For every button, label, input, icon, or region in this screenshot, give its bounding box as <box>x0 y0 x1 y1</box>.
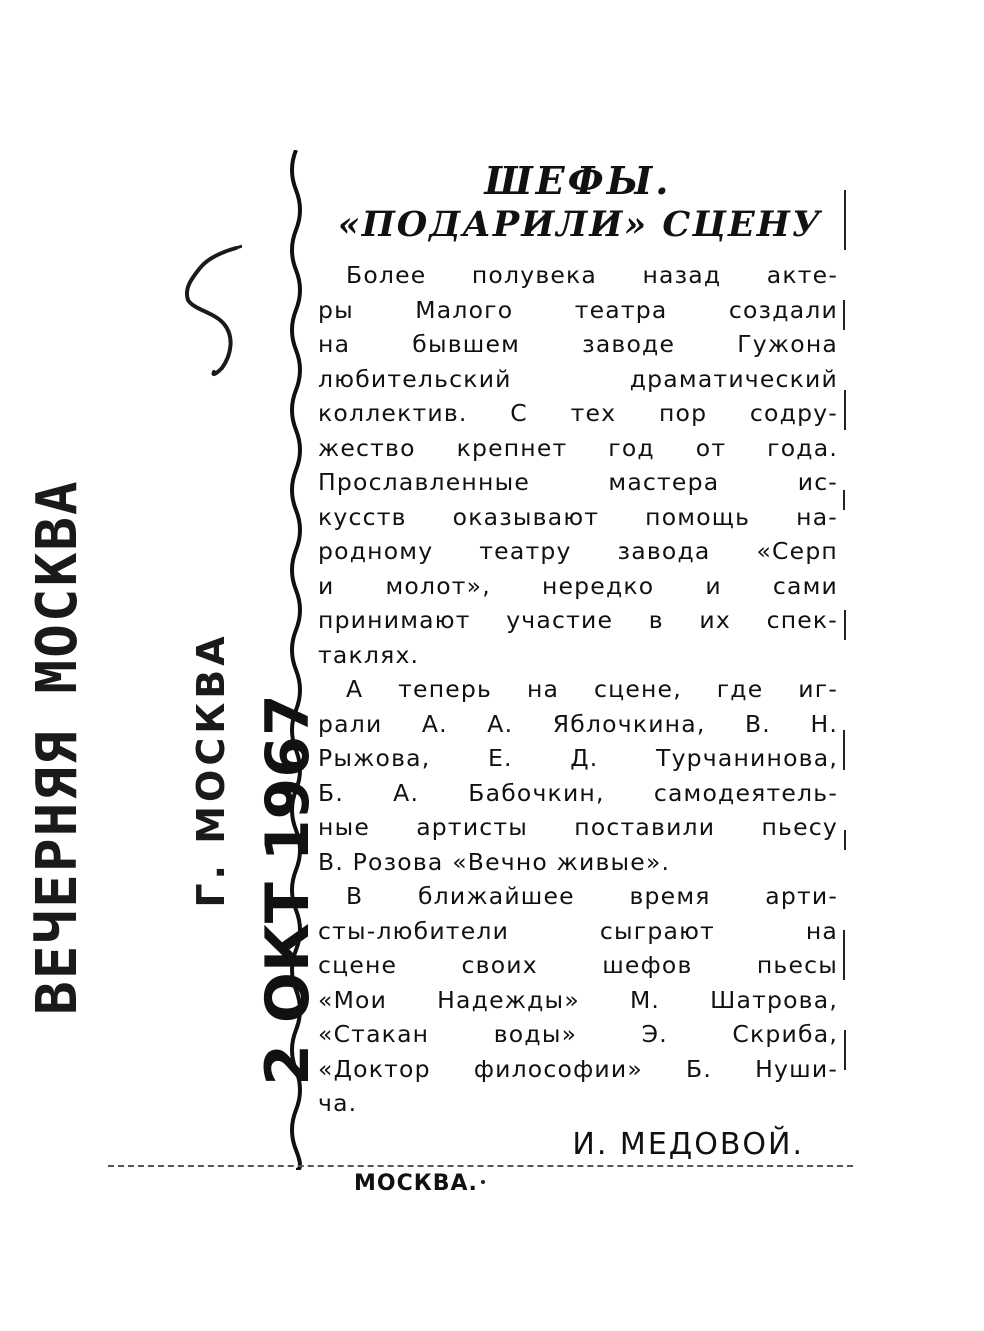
handwritten-five-icon <box>178 240 242 380</box>
dateline: МОСКВА. <box>354 1170 478 1196</box>
text-line: на бывшем заводе Гужона <box>318 330 838 358</box>
paragraph-3 <box>318 879 838 1121</box>
date-stamp: 2 ОКТ 1967 <box>253 694 323 1086</box>
text-line: ры Малого театра создали <box>318 295 838 324</box>
text-line: кусств оказывают помощь на- <box>318 502 838 531</box>
text-line: коллектив. С тех пор содру- <box>318 399 838 427</box>
clipping-left-edge <box>284 150 308 1170</box>
city-stamp: Г. МОСКВА <box>189 632 233 908</box>
headline <box>318 160 838 248</box>
article-body <box>318 258 838 1121</box>
text-line: В. Розова «Вечно живые». <box>318 847 671 876</box>
text-line: таклях. <box>318 640 420 669</box>
text-line: сты-любители сыграют на <box>318 916 838 945</box>
text-line: родному театру завода «Серп <box>318 537 838 565</box>
text-line: любительский драматический <box>318 364 838 393</box>
paragraph-1 <box>318 258 838 672</box>
clipping-right-edge <box>838 190 852 1090</box>
text-line: Прославленные мастера ис- <box>318 468 838 496</box>
text-line: и молот», нередко и сами <box>318 571 838 600</box>
text-line: сцене своих шефов пьесы <box>318 951 838 979</box>
newspaper-stamp: ВЕЧЕРНЯЯ МОСКВА <box>25 479 90 1015</box>
text-line: принимают участие в их спек- <box>318 606 838 634</box>
text-line: Б. А. Бабочкин, самодеятель- <box>318 778 838 807</box>
text-line: Более полувека назад акте- <box>346 261 838 289</box>
author-signature: И. МЕДОВОЙ. <box>572 1126 804 1162</box>
headline-line-2: «ПОДАРИЛИ» СЦЕНУ <box>337 204 823 245</box>
text-line: жество крепнет год от года. <box>318 433 838 462</box>
text-line: «Мои Надежды» М. Шатрова, <box>318 985 838 1014</box>
text-line: ча. <box>318 1089 358 1117</box>
headline-line-1: ШЕФЫ. <box>484 158 672 203</box>
article <box>318 160 838 1199</box>
text-line: «Стакан воды» Э. Скриба, <box>318 1020 838 1048</box>
text-line: ные артисты поставили пьесу <box>318 813 838 841</box>
text-line: «Доктор философии» Б. Нуши- <box>318 1054 838 1083</box>
text-line: В ближайшее время арти- <box>346 882 838 910</box>
paragraph-2 <box>318 672 838 879</box>
text-line: Рыжова, Е. Д. Турчанинова, <box>318 744 838 772</box>
handwritten-number <box>178 240 242 380</box>
text-line: А теперь на сцене, где иг- <box>346 675 838 703</box>
text-line: рали А. А. Яблочкина, В. Н. <box>318 709 838 738</box>
